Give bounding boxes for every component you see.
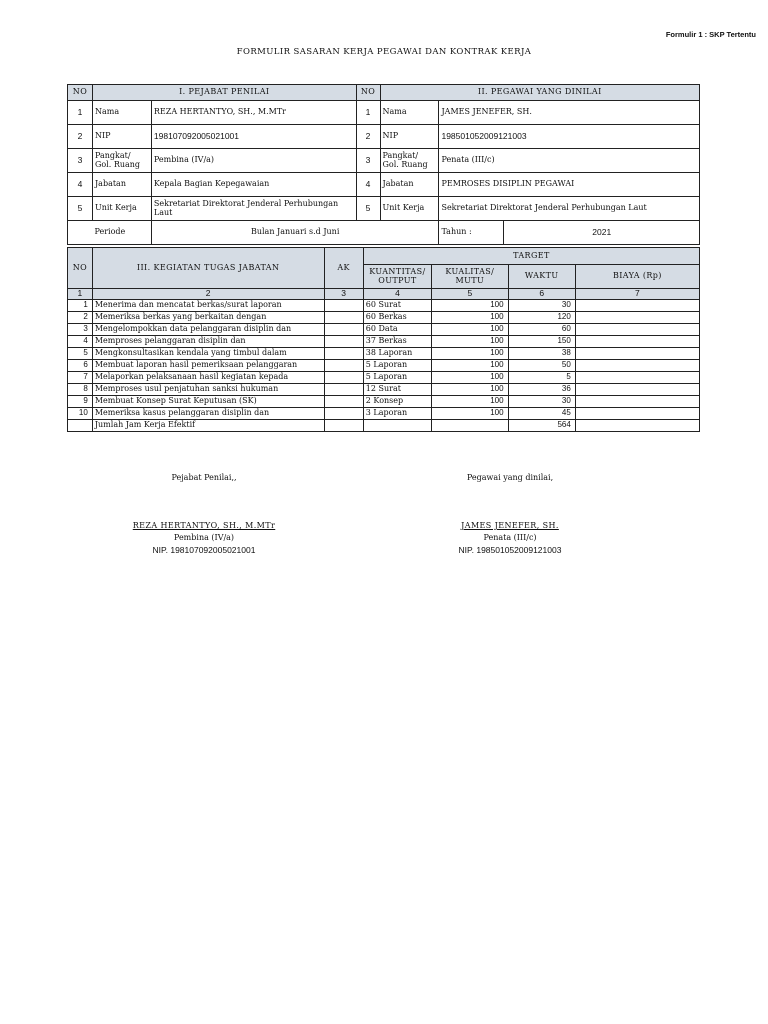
column-index: 7 xyxy=(575,289,699,300)
activity-kualitas: 100 xyxy=(432,372,509,384)
pegawai-no: 4 xyxy=(356,173,380,197)
tahun-value: 2021 xyxy=(592,226,612,237)
page-title: FORMULIR SASARAN KERJA PEGAWAI DAN KONTRAK KERJA xyxy=(236,47,532,57)
activity-ak xyxy=(324,312,363,324)
activity-biaya xyxy=(575,384,699,396)
signature-left-nip: NIP. 198107092005021001 xyxy=(152,545,256,555)
activity-name: Memeriksa kasus pelanggaran disiplin dan xyxy=(92,408,324,420)
pejabat-value: Kepala Bagian Kepegawaian xyxy=(151,173,356,197)
signature-right-title: Pegawai yang dinilai, xyxy=(466,473,554,482)
activities-title: III. KEGIATAN TUGAS JABATAN xyxy=(92,248,324,289)
kualitas-header: KUALITAS/ MUTU xyxy=(432,265,509,289)
total-label: Jumlah Jam Kerja Efektif xyxy=(92,420,324,432)
activity-kualitas: 100 xyxy=(432,300,509,312)
ak-header: AK xyxy=(324,248,363,289)
activity-row xyxy=(68,372,700,384)
activity-biaya xyxy=(575,408,699,420)
activity-name: Mengelompokkan data pelanggaran disiplin dan xyxy=(92,324,324,336)
activity-no: 7 xyxy=(68,372,93,384)
activity-kuantitas: 3 Laporan xyxy=(363,408,431,420)
activity-waktu: 38 xyxy=(508,348,575,360)
activity-no: 3 xyxy=(68,324,93,336)
activity-kualitas: 100 xyxy=(432,324,509,336)
activity-kualitas: 100 xyxy=(432,312,509,324)
column-index: 4 xyxy=(363,289,431,300)
activity-kualitas: 100 xyxy=(432,384,509,396)
form-label: Formulir 1 : SKP Tertentu xyxy=(665,30,756,39)
activity-kuantitas: 5 Laporan xyxy=(363,360,431,372)
activity-biaya xyxy=(575,336,699,348)
activities-no-header: NO xyxy=(68,248,93,289)
activity-name: Membuat Konsep Surat Keputusan (SK) xyxy=(92,396,324,408)
official-row xyxy=(68,125,700,149)
activity-ak xyxy=(324,408,363,420)
pegawai-label: Pangkat/ Gol. Ruang xyxy=(380,149,439,173)
pegawai-label: Unit Kerja xyxy=(380,197,439,221)
pejabat-no: 3 xyxy=(68,149,93,173)
target-header: TARGET xyxy=(363,248,699,265)
activity-row xyxy=(68,384,700,396)
activity-kuantitas: 60 Data xyxy=(363,324,431,336)
activity-kualitas: 100 xyxy=(432,408,509,420)
activity-kuantitas: 2 Konsep xyxy=(363,396,431,408)
activity-biaya xyxy=(575,324,699,336)
pejabat-no: 1 xyxy=(68,101,93,125)
pegawai-no: 5 xyxy=(356,197,380,221)
pejabat-value: REZA HERTANTYO, SH., M.MTr xyxy=(151,101,356,125)
activity-waktu: 150 xyxy=(508,336,575,348)
activity-row xyxy=(68,324,700,336)
activity-name: Melaporkan pelaksanaan hasil kegiatan kepada xyxy=(92,372,324,384)
signature-left-rank: Pembina (IV/a) xyxy=(173,533,235,542)
activity-no: 10 xyxy=(68,408,93,420)
total-value: 564 xyxy=(508,420,575,432)
activity-waktu: 5 xyxy=(508,372,575,384)
pegawai-label: Jabatan xyxy=(380,173,439,197)
activity-row xyxy=(68,408,700,420)
pegawai-no: 2 xyxy=(356,125,380,149)
activity-row xyxy=(68,300,700,312)
activity-no: 2 xyxy=(68,312,93,324)
activity-ak xyxy=(324,336,363,348)
activity-ak xyxy=(324,300,363,312)
signature-right xyxy=(400,472,620,556)
activity-name: Memproses usul penjatuhan sanksi hukuman xyxy=(92,384,324,396)
activity-no: 9 xyxy=(68,396,93,408)
activity-no: 1 xyxy=(68,300,93,312)
periode-value: Bulan Januari s.d Juni xyxy=(151,221,439,245)
activity-no: 4 xyxy=(68,336,93,348)
activity-kualitas: 100 xyxy=(432,360,509,372)
activity-name: Membuat laporan hasil pemeriksaan pelanggaran xyxy=(92,360,324,372)
pejabat-label: Pangkat/ Gol. Ruang xyxy=(92,149,151,173)
officials-table xyxy=(67,84,700,245)
activity-biaya xyxy=(575,360,699,372)
activity-biaya xyxy=(575,312,699,324)
activity-row xyxy=(68,336,700,348)
pegawai-label: Nama xyxy=(380,101,439,125)
periode-row xyxy=(68,221,700,245)
activity-biaya xyxy=(575,348,699,360)
signature-right-nip: NIP. 198501052009121003 xyxy=(458,545,562,555)
official-row xyxy=(68,173,700,197)
activity-kuantitas: 60 Surat xyxy=(363,300,431,312)
pejabat-no: 5 xyxy=(68,197,93,221)
activity-waktu: 45 xyxy=(508,408,575,420)
activity-no: 8 xyxy=(68,384,93,396)
column-index: 2 xyxy=(92,289,324,300)
activity-row xyxy=(68,348,700,360)
column-index: 3 xyxy=(324,289,363,300)
signature-left-title: Pejabat Penilai,, xyxy=(171,473,237,482)
column-index: 6 xyxy=(508,289,575,300)
activity-waktu: 60 xyxy=(508,324,575,336)
no-header-right: NO xyxy=(356,85,380,101)
signature-left-name: REZA HERTANTYO, SH., M.MTr xyxy=(132,521,276,530)
activity-waktu: 36 xyxy=(508,384,575,396)
official-row xyxy=(68,101,700,125)
activity-kuantitas: 37 Berkas xyxy=(363,336,431,348)
pejabat-label: Nama xyxy=(92,101,151,125)
activity-waktu: 120 xyxy=(508,312,575,324)
signature-right-rank: Penata (III/c) xyxy=(483,533,537,542)
activity-waktu: 30 xyxy=(508,300,575,312)
pegawai-value: 198501052009121003 xyxy=(439,125,700,149)
tahun-label: Tahun : xyxy=(439,221,504,244)
activity-biaya xyxy=(575,300,699,312)
pejabat-label: Unit Kerja xyxy=(92,197,151,221)
pegawai-value: JAMES JENEFER, SH. xyxy=(439,101,700,125)
activity-kuantitas: 5 Laporan xyxy=(363,372,431,384)
pejabat-no: 4 xyxy=(68,173,93,197)
activity-kualitas: 100 xyxy=(432,396,509,408)
activity-waktu: 30 xyxy=(508,396,575,408)
activity-no: 6 xyxy=(68,360,93,372)
activity-kuantitas: 12 Surat xyxy=(363,384,431,396)
official-row xyxy=(68,149,700,173)
activity-no: 5 xyxy=(68,348,93,360)
activity-name: Mengkonsultasikan kendala yang timbul dalam xyxy=(92,348,324,360)
section1-title: I. PEJABAT PENILAI xyxy=(92,85,356,101)
activity-ak xyxy=(324,348,363,360)
official-row xyxy=(68,197,700,221)
signature-right-name: JAMES JENEFER, SH. xyxy=(461,521,559,530)
activity-biaya xyxy=(575,396,699,408)
activity-row xyxy=(68,360,700,372)
activity-kualitas: 100 xyxy=(432,336,509,348)
signature-left xyxy=(94,472,314,556)
activity-biaya xyxy=(575,372,699,384)
section2-title: II. PEGAWAI YANG DINILAI xyxy=(380,85,699,101)
activity-name: Memproses pelanggaran disiplin dan xyxy=(92,336,324,348)
activity-name: Memeriksa berkas yang berkaitan dengan xyxy=(92,312,324,324)
pegawai-value: Penata (III/c) xyxy=(439,149,700,173)
column-index: 1 xyxy=(68,289,93,300)
biaya-header: BIAYA (Rp) xyxy=(575,265,699,289)
pegawai-no: 3 xyxy=(356,149,380,173)
periode-label: Periode xyxy=(92,221,151,245)
pegawai-no: 1 xyxy=(356,101,380,125)
activity-row xyxy=(68,312,700,324)
pejabat-label: Jabatan xyxy=(92,173,151,197)
pegawai-label: NIP xyxy=(380,125,439,149)
pejabat-label: NIP xyxy=(92,125,151,149)
column-index: 5 xyxy=(432,289,509,300)
no-header-left: NO xyxy=(68,85,93,101)
activity-row xyxy=(68,396,700,408)
activity-ak xyxy=(324,396,363,408)
pejabat-no: 2 xyxy=(68,125,93,149)
pegawai-value: Sekretariat Direktorat Jenderal Perhubungan Laut xyxy=(439,197,700,221)
activity-ak xyxy=(324,360,363,372)
pejabat-value: Pembina (IV/a) xyxy=(151,149,356,173)
activity-ak xyxy=(324,324,363,336)
activities-table xyxy=(67,247,700,432)
activity-ak xyxy=(324,372,363,384)
pejabat-value: 198107092005021001 xyxy=(151,125,356,149)
activity-waktu: 50 xyxy=(508,360,575,372)
activity-kualitas: 100 xyxy=(432,348,509,360)
pegawai-value: PEMROSES DISIPLIN PEGAWAI xyxy=(439,173,700,197)
activity-kuantitas: 38 Laporan xyxy=(363,348,431,360)
pejabat-value: Sekretariat Direktorat Jenderal Perhubungan Laut xyxy=(151,197,356,221)
activity-name: Menerima dan mencatat berkas/surat laporan xyxy=(92,300,324,312)
waktu-header: WAKTU xyxy=(508,265,575,289)
activity-ak xyxy=(324,384,363,396)
activity-kuantitas: 60 Berkas xyxy=(363,312,431,324)
kuantitas-header: KUANTITAS/ OUTPUT xyxy=(363,265,431,289)
